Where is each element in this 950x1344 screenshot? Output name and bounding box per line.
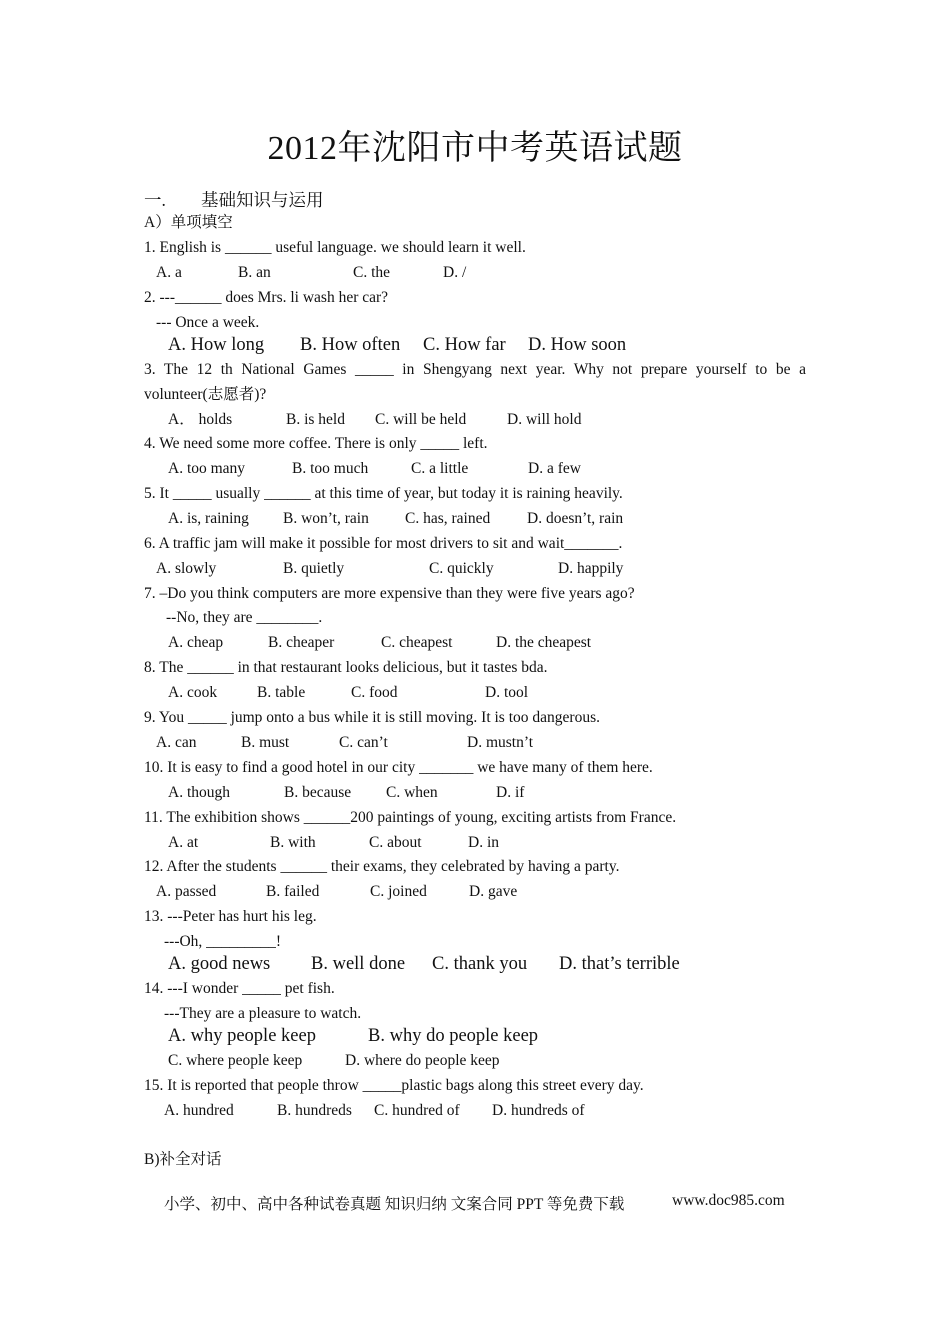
option: C. where people keep bbox=[168, 1052, 303, 1069]
question-8: 8. The ______ in that restaurant looks delicious, but it tastes bda. bbox=[144, 659, 548, 676]
option: D. the cheapest bbox=[496, 634, 592, 651]
option: C. quickly bbox=[429, 560, 494, 577]
option: A． holds bbox=[168, 411, 233, 428]
option: B. cheaper bbox=[268, 634, 335, 651]
option: B. with bbox=[270, 834, 316, 851]
section-number: 一. bbox=[144, 190, 166, 210]
option: A. too many bbox=[168, 460, 246, 477]
section-label: 基础知识与运用 bbox=[201, 190, 324, 210]
part-a-heading: A）单项填空 bbox=[144, 214, 233, 231]
option: D. mustn’t bbox=[467, 734, 534, 751]
question-6: 6. A traffic jam will make it possible for most drivers to sit and wait_______. bbox=[144, 535, 623, 552]
section-heading bbox=[144, 190, 324, 210]
part-b-heading: B)补全对话 bbox=[144, 1151, 222, 1168]
option: B. quietly bbox=[283, 560, 345, 577]
option: C. can’t bbox=[339, 734, 388, 751]
option: B. because bbox=[284, 784, 352, 801]
option: A. How long bbox=[168, 335, 265, 355]
option: A. good news bbox=[168, 954, 271, 974]
option: D. that’s terrible bbox=[559, 954, 680, 974]
question-15: 15. It is reported that people throw _____plastic bags along this street every day. bbox=[144, 1077, 644, 1094]
question-3-cont: volunteer(志愿者)? bbox=[144, 386, 267, 403]
option: D. gave bbox=[469, 883, 518, 900]
question-1: 1. English is ______ useful language. we should learn it well. bbox=[144, 239, 526, 256]
question-7: 7. –Do you think computers are more expensive than they were five years ago? bbox=[144, 585, 635, 602]
option: C. has, rained bbox=[405, 510, 491, 527]
option: B. failed bbox=[266, 883, 320, 900]
option: C. How far bbox=[423, 335, 506, 355]
option: D. doesn’t, rain bbox=[527, 510, 624, 527]
option: D. if bbox=[496, 784, 525, 801]
question-14-reply: ---They are a pleasure to watch. bbox=[164, 1005, 362, 1022]
option: B. is held bbox=[286, 411, 345, 428]
option: D. will hold bbox=[507, 411, 582, 428]
question-2: 2. ---______ does Mrs. li wash her car? bbox=[144, 289, 389, 306]
option: D. happily bbox=[558, 560, 624, 577]
option: A. though bbox=[168, 784, 230, 801]
question-10: 10. It is easy to find a good hotel in our city _______ we have many of them here. bbox=[144, 759, 653, 776]
option: A. passed bbox=[156, 883, 217, 900]
question-3: 3. The 12 th National Games _____ in Shengyang next year. Why not prepare yourself to be a bbox=[144, 361, 806, 378]
option: B. must bbox=[241, 734, 290, 751]
option: C. joined bbox=[370, 883, 427, 900]
option: C. cheapest bbox=[381, 634, 453, 651]
option: B. why do people keep bbox=[368, 1026, 539, 1046]
option: A. slowly bbox=[156, 560, 217, 577]
page-title: 2012年沈阳市中考英语试题 bbox=[267, 130, 683, 167]
option: B. table bbox=[257, 684, 306, 701]
option: D. in bbox=[468, 834, 499, 851]
option: C. when bbox=[386, 784, 438, 801]
option: D. How soon bbox=[528, 335, 627, 355]
option: D. a few bbox=[528, 460, 581, 477]
option: B. well done bbox=[311, 954, 406, 974]
option: D. tool bbox=[485, 684, 529, 701]
option: B. won’t, rain bbox=[283, 510, 369, 527]
option: C. will be held bbox=[375, 411, 467, 428]
question-7-reply: --No, they are ________. bbox=[166, 609, 323, 626]
question-12: 12. After the students ______ their exams, they celebrated by having a party. bbox=[144, 858, 620, 875]
option: B. How often bbox=[300, 335, 401, 355]
option: D. / bbox=[443, 264, 467, 281]
option: B. an bbox=[238, 264, 271, 281]
option: B. hundreds bbox=[277, 1102, 352, 1119]
question-14: 14. ---I wonder _____ pet fish. bbox=[144, 980, 335, 997]
option: A. cook bbox=[168, 684, 218, 701]
option: A. cheap bbox=[168, 634, 224, 651]
question-2-reply: --- Once a week. bbox=[156, 314, 260, 331]
option: A. is, raining bbox=[168, 510, 249, 527]
option: C. the bbox=[353, 264, 391, 281]
question-4: 4. We need some more coffee. There is only _____ left. bbox=[144, 435, 488, 452]
option: A. a bbox=[156, 264, 182, 281]
option: A. at bbox=[168, 834, 199, 851]
option: C. food bbox=[351, 684, 398, 701]
option: A. can bbox=[156, 734, 197, 751]
option: C. about bbox=[369, 834, 422, 851]
question-13-reply: ---Oh, _________! bbox=[164, 933, 282, 950]
question-13: 13. ---Peter has hurt his leg. bbox=[144, 908, 317, 925]
option: D. hundreds of bbox=[492, 1102, 585, 1119]
footer-text: 小学、初中、高中各种试卷真题 知识归纳 文案合同 PPT 等免费下载 bbox=[164, 1196, 625, 1213]
question-5: 5. It _____ usually ______ at this time of year, but today it is raining heavily. bbox=[144, 485, 623, 502]
footer bbox=[164, 1192, 785, 1214]
option: A. why people keep bbox=[168, 1026, 316, 1046]
option: A. hundred bbox=[164, 1102, 234, 1119]
option: C. hundred of bbox=[374, 1102, 460, 1119]
question-11: 11. The exhibition shows ______200 paintings of young, exciting artists from France. bbox=[144, 809, 677, 826]
option: D. where do people keep bbox=[345, 1052, 500, 1069]
option: B. too much bbox=[292, 460, 369, 477]
footer-url[interactable]: www.doc985.com bbox=[672, 1192, 785, 1209]
option: C. thank you bbox=[432, 954, 528, 974]
question-9: 9. You _____ jump onto a bus while it is still moving. It is too dangerous. bbox=[144, 709, 600, 726]
option: C. a little bbox=[411, 460, 469, 477]
